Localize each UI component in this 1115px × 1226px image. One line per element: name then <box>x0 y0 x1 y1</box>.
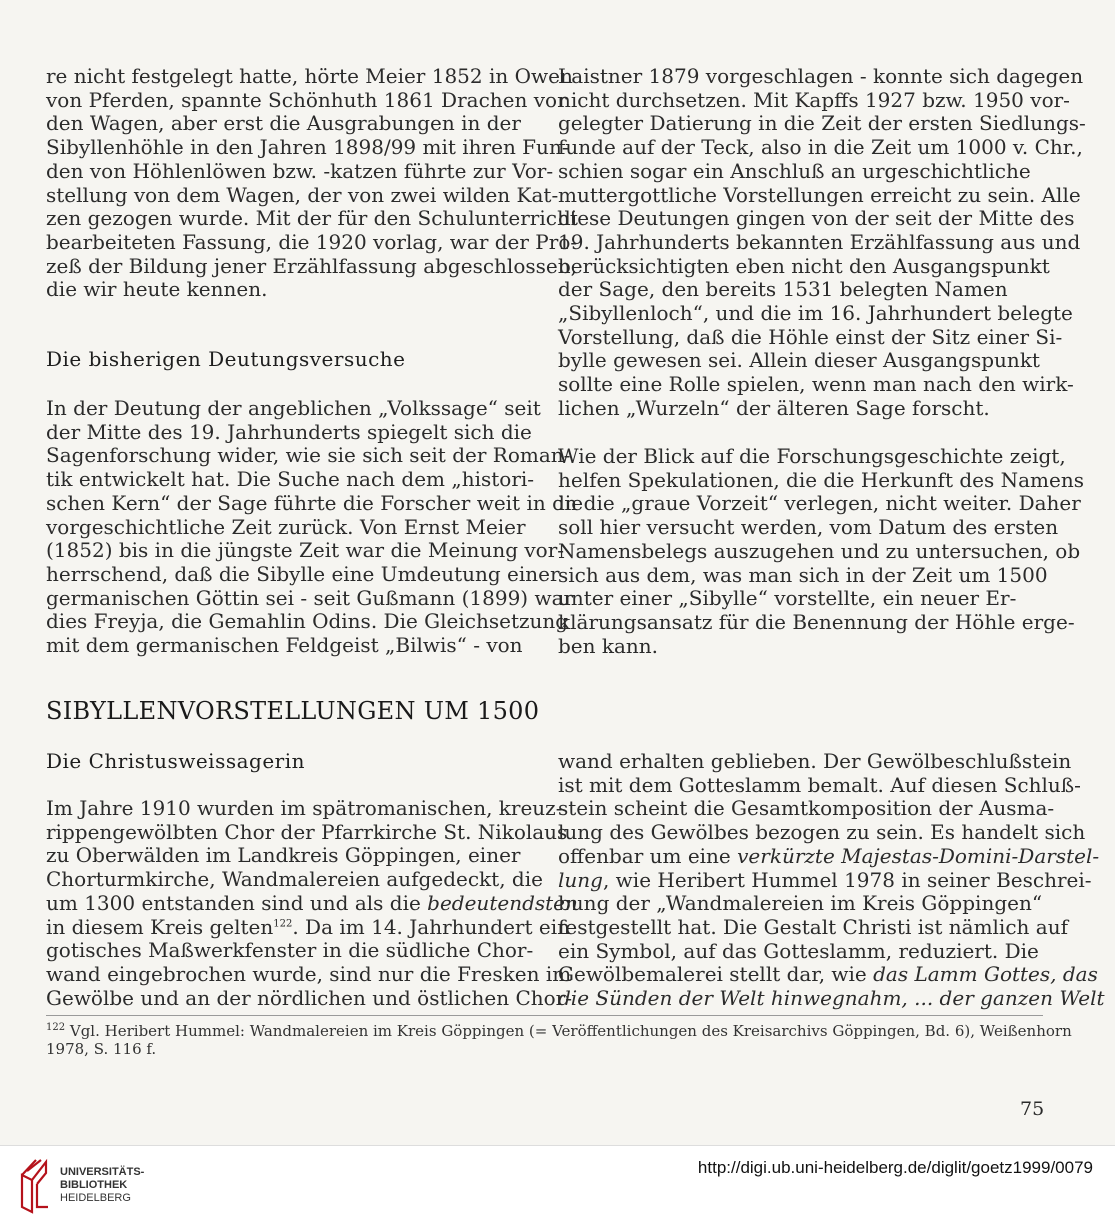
text-line: stein scheint die Gesamtkomposition der Ausma- <box>558 796 1055 821</box>
text-line: Vorstellung, daß die Höhle einst der Sitz einer Si- <box>558 324 1063 349</box>
text-span: . Da im 14. Jahrhundert ein <box>292 914 570 939</box>
footnote-ref-122[interactable]: 122 <box>273 917 293 929</box>
text-line: funde auf der Teck, also in die Zeit um 1000 v. Chr., <box>558 135 1083 160</box>
footnote-text: Vgl. Heribert Hummel: Wandmalereien im Kreis Göppingen (= Veröffentlichungen des Kreisarchivs Göppingen, Bd. 6), Weißenhorn <box>69 1022 1072 1040</box>
text-line: vorgeschichtliche Zeit zurück. Von Ernst Meier <box>46 514 526 539</box>
text-line: zu Oberwälden im Landkreis Göppingen, einer <box>46 843 521 868</box>
text-line: unter einer „Sibylle“ vorstellte, ein neuer Er- <box>558 586 1017 611</box>
text-span: , wie Heribert Hummel 1978 in seiner Beschrei- <box>602 867 1092 892</box>
italic-quote: lung <box>558 867 603 892</box>
text-span: in diesem Kreis gelten <box>46 914 274 939</box>
library-logo-icon[interactable] <box>18 1159 52 1213</box>
text-line: sich aus dem, was man sich in der Zeit um 1500 <box>558 562 1048 587</box>
text-line: Sibyllenhöhle in den Jahren 1898/99 mit ihren Fun- <box>46 135 569 160</box>
text-line: stellung von dem Wagen, der von zwei wilden Kat- <box>46 182 559 207</box>
text-line: germanischen Göttin sei - seit Gußmann (1899) war <box>46 585 574 610</box>
text-line: rippengewölbten Chor der Pfarrkirche St. Nikolaus <box>46 819 568 844</box>
text-line: Im Jahre 1910 wurden im spätromanischen, kreuz- <box>46 796 563 820</box>
text-line: in die „graue Vorzeit“ verlegen, nicht weiter. Daher <box>558 491 1081 516</box>
paragraph-sage-entwicklung <box>46 64 578 302</box>
text-line: zeß der Bildung jener Erzählfassung abgeschlossen, <box>46 253 577 278</box>
section-heading: SIBYLLENVORSTELLUNGEN UM 1500 <box>46 697 540 725</box>
text-line: re nicht festgelegt hatte, hörte Meier 1852 in Owen <box>46 64 573 88</box>
text-line: bylle gewesen sei. Allein dieser Ausgangspunkt <box>558 348 1040 373</box>
subheading-deutungsversuche: Die bisherigen Deutungsversuche <box>46 347 406 371</box>
page-number: 75 <box>1020 1098 1045 1120</box>
text-line <box>558 867 1092 893</box>
italic-quote: verkürzte Majestas-Domini-Darstel- <box>737 843 1100 868</box>
text-line: ist mit dem Gotteslamm bemalt. Auf diesen Schluß- <box>558 772 1081 797</box>
text-line: Namensbelegs auszugehen und zu untersuchen, ob <box>558 538 1081 563</box>
italic-quote: bedeutendsten <box>427 890 578 915</box>
paragraph-deutung <box>46 396 584 658</box>
viewer-footer <box>0 1145 1115 1226</box>
text-line: mit dem germanischen Feldgeist „Bilwis“ - von <box>46 633 523 658</box>
logo-line: BIBLIOTHEK <box>60 1179 128 1191</box>
text-line: lichen „Wurzeln“ der älteren Sage forscht. <box>558 395 990 420</box>
footnote-number: 122 <box>46 1022 66 1033</box>
text-line: helfen Spekulationen, die die Herkunft des Namens <box>558 467 1084 492</box>
text-line <box>46 890 578 916</box>
text-line <box>46 914 570 940</box>
italic-quote: die Sünden der Welt hinwegnahm, ... der ganzen Welt <box>558 986 1105 1011</box>
paragraph-gewoelbe <box>558 749 1105 1011</box>
text-line: (1852) bis in die jüngste Zeit war die Meinung vor- <box>46 538 565 563</box>
subheading-christusweissagerin: Die Christusweissagerin <box>46 749 305 773</box>
text-line: Chorturmkirche, Wandmalereien aufgedeckt, die <box>46 867 543 892</box>
text-line: gotisches Maßwerkfenster in die südliche Chor- <box>46 938 534 963</box>
text-span: offenbar um eine <box>558 843 738 868</box>
permalink-url[interactable]: http://digi.ub.uni-heidelberg.de/diglit/goetz1999/0079 <box>697 1158 1093 1177</box>
footnote-line <box>46 1022 1072 1040</box>
text-span: um 1300 entstanden sind und als die <box>46 890 428 915</box>
text-line: wand erhalten geblieben. Der Gewölbeschlußstein <box>558 749 1072 773</box>
text-line: „Sibyllenloch“, und die im 16. Jahrhundert belegte <box>558 301 1073 326</box>
text-line: lung des Gewölbes bezogen zu sein. Es handelt sich <box>558 820 1086 845</box>
text-span: Gewölbemalerei stellt dar, wie <box>558 962 874 987</box>
text-line: Laistner 1879 vorgeschlagen - konnte sich dagegen <box>558 64 1084 88</box>
text-line: zen gezogen wurde. Mit der für den Schulunterricht <box>46 206 578 231</box>
text-line: tik entwickelt hat. Die Suche nach dem „histori- <box>46 467 535 492</box>
text-line: ein Symbol, auf das Gotteslamm, reduziert. Die <box>558 938 1039 963</box>
text-line <box>558 986 1105 1011</box>
logo-line: HEIDELBERG <box>60 1192 131 1204</box>
text-line: In der Deutung der angeblichen „Volkssage“ seit <box>46 396 541 420</box>
text-line: ben kann. <box>558 633 659 658</box>
text-line <box>558 962 1098 987</box>
text-line: schen Kern“ der Sage führte die Forscher weit in die <box>46 490 584 515</box>
logo-line: UNIVERSITÄTS- <box>60 1166 145 1178</box>
text-line <box>558 843 1100 869</box>
library-logo-text <box>60 1166 144 1205</box>
text-line: berücksichtigten eben nicht den Ausgangspunkt <box>558 253 1050 278</box>
text-line: von Pferden, spannte Schönhuth 1861 Drachen vor <box>46 87 567 112</box>
text-line: festgestellt hat. Die Gestalt Christi ist nämlich auf <box>558 914 1068 939</box>
text-line: herrschend, daß die Sibylle eine Umdeutung einer <box>46 561 560 586</box>
text-line: dies Freyja, die Gemahlin Odins. Die Gleichsetzung <box>46 609 569 634</box>
paragraph-forschungsgeschichte <box>558 444 1084 658</box>
text-line: die wir heute kennen. <box>46 277 268 302</box>
italic-quote: das Lamm Gottes, das <box>873 962 1098 987</box>
text-line: sollte eine Rolle spielen, wenn man nach den wirk- <box>558 372 1074 397</box>
text-line: Sagenforschung wider, wie sie sich seit der Roman- <box>46 443 571 468</box>
text-line: schien sogar ein Anschluß an urgeschichtliche <box>558 158 1031 183</box>
text-line: den von Höhlenlöwen bzw. -katzen führte zur Vor- <box>46 158 554 183</box>
footnote-divider <box>46 1015 1043 1016</box>
text-line: diese Deutungen gingen von der seit der Mitte des <box>558 206 1075 231</box>
text-line: nicht durchsetzen. Mit Kapffs 1927 bzw. 1950 vor- <box>558 87 1070 112</box>
text-line: der Sage, den bereits 1531 belegten Namen <box>558 277 1008 302</box>
text-line: soll hier versucht werden, vom Datum des ersten <box>558 515 1059 540</box>
footnote-122 <box>46 1022 1072 1058</box>
text-line: wand eingebrochen wurde, sind nur die Fresken im <box>46 961 572 986</box>
paragraph-laistner <box>558 64 1086 421</box>
text-line: bearbeiteten Fassung, die 1920 vorlag, war der Pro- <box>46 229 578 254</box>
text-line: muttergottliche Vorstellungen erreicht zu sein. Alle <box>558 182 1081 207</box>
text-line: 19. Jahrhunderts bekannten Erzählfassung aus und <box>558 229 1081 254</box>
text-line: gelegter Datierung in die Zeit der ersten Siedlungs- <box>558 111 1086 136</box>
text-line: Wie der Blick auf die Forschungsgeschichte zeigt, <box>558 444 1066 468</box>
text-line: Gewölbe und an der nördlichen und östlichen Chor- <box>46 985 572 1010</box>
text-line: der Mitte des 19. Jahrhunderts spiegelt sich die <box>46 419 532 444</box>
text-line: bung der „Wandmalereien im Kreis Göppingen“ <box>558 891 1043 916</box>
paragraph-oberwaelden <box>46 796 578 1010</box>
footnote-line: 1978, S. 116 f. <box>46 1040 157 1058</box>
text-line: klärungsansatz für die Benennung der Höhle erge- <box>558 609 1075 634</box>
text-line: den Wagen, aber erst die Ausgrabungen in der <box>46 111 521 136</box>
